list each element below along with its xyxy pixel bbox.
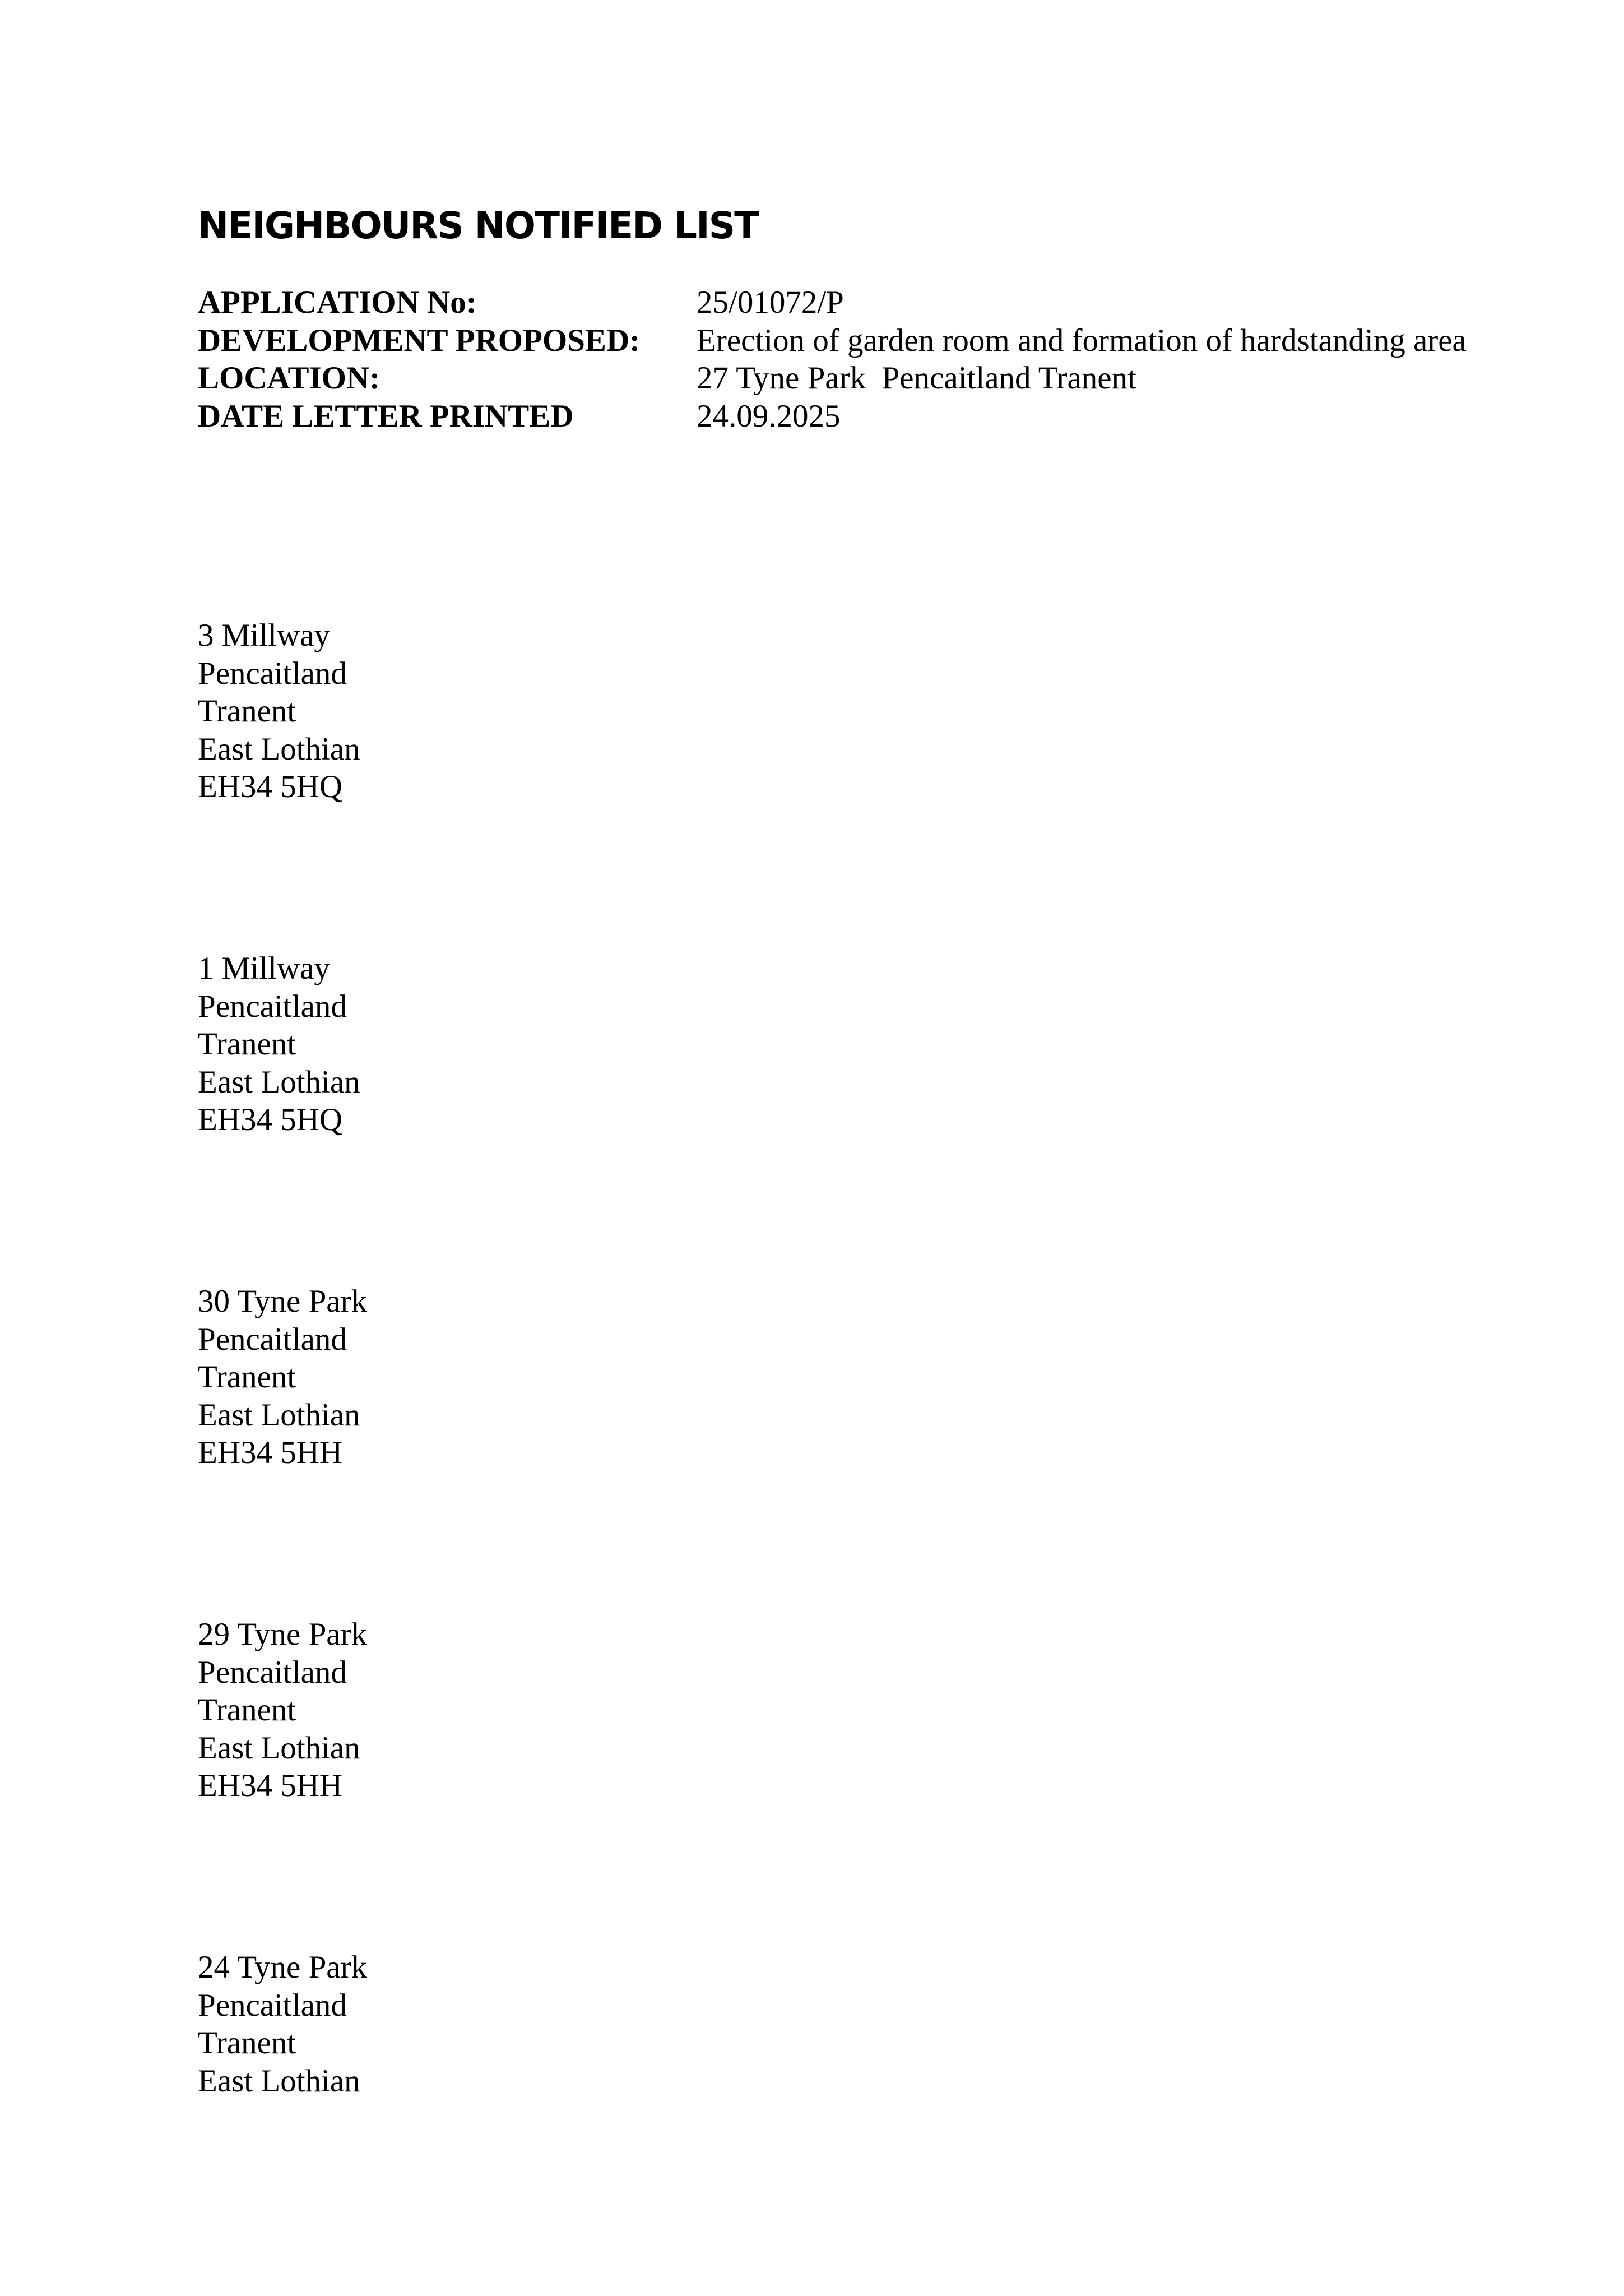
address-line: Pencaitland: [198, 988, 347, 1024]
address-line: Tranent: [198, 693, 296, 729]
address-line: Pencaitland: [198, 1654, 347, 1690]
address-block: [198, 1283, 367, 1472]
development-proposed-label: DEVELOPMENT PROPOSED:: [198, 322, 641, 358]
address-line: Tranent: [198, 1359, 296, 1395]
address-line: 30 Tyne Park: [198, 1284, 368, 1319]
address-line: 3 Millway: [198, 618, 330, 653]
location-value: 27 Tyne Park Pencaitland Tranent: [697, 360, 1136, 396]
date-printed-label: DATE LETTER PRINTED: [198, 398, 574, 434]
application-number-label: APPLICATION No:: [198, 285, 477, 320]
address-line: Tranent: [198, 1026, 296, 1062]
address-line: EH34 5HQ: [198, 769, 343, 804]
address-line: East Lothian: [198, 1730, 360, 1766]
date-printed-value: 24.09.2025: [697, 398, 841, 434]
address-line: EH34 5HQ: [198, 1102, 343, 1137]
application-number-value: 25/01072/P: [697, 285, 844, 320]
address-block: [198, 950, 367, 1139]
address-line: Pencaitland: [198, 655, 347, 691]
address-block: [198, 617, 367, 806]
address-line: 1 Millway: [198, 951, 330, 986]
address-line: EH34 5HH: [198, 1435, 343, 1470]
address-block: [198, 1615, 367, 1805]
address-block: [198, 1948, 367, 2138]
address-line: East Lothian: [198, 731, 360, 767]
address-line: East Lothian: [198, 2063, 360, 2099]
address-line: EH34 5HH: [198, 1768, 343, 1803]
page-title: NEIGHBOURS NOTIFIED LIST: [198, 204, 759, 247]
address-line: Pencaitland: [198, 1321, 347, 1357]
address-line: East Lothian: [198, 1064, 360, 1100]
address-line: East Lothian: [198, 1397, 360, 1433]
address-line: Tranent: [198, 2025, 296, 2061]
development-proposed-value: Erection of garden room and formation of hardstanding area: [697, 322, 1467, 358]
address-line: Pencaitland: [198, 1987, 347, 2023]
address-line: Tranent: [198, 1692, 296, 1728]
neighbour-address-list: [198, 617, 367, 2281]
location-label: LOCATION:: [198, 360, 381, 396]
address-line: 24 Tyne Park: [198, 1950, 368, 1985]
address-line: 29 Tyne Park: [198, 1617, 368, 1652]
